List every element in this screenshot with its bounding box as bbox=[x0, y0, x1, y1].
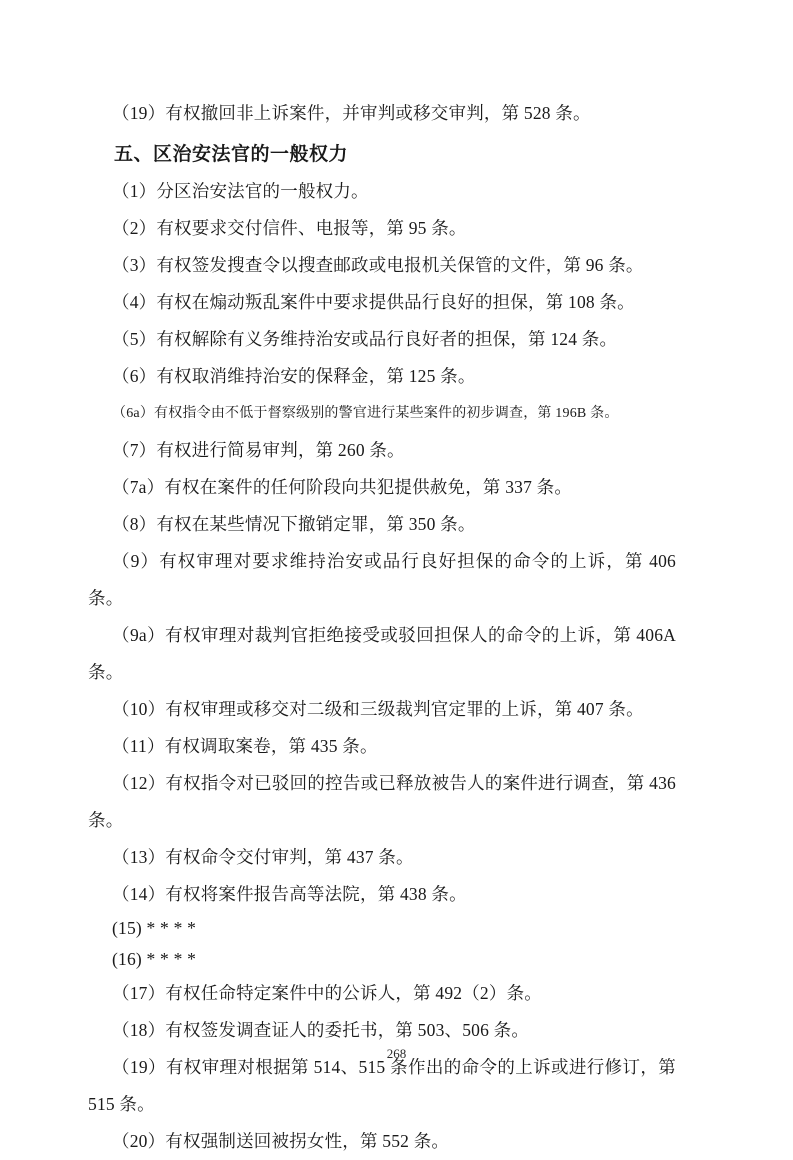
list-item-16: (16) * * * * bbox=[112, 949, 197, 969]
list-item-19: （19）有权审理对根据第 514、515 条作出的命令的上诉或进行修订，第 515 条。 bbox=[88, 1057, 676, 1114]
list-item-7a: （7a）有权在案件的任何阶段向共犯提供赦免，第 337 条。 bbox=[112, 477, 573, 497]
list-item-2: （2）有权要求交付信件、电报等，第 95 条。 bbox=[112, 218, 467, 238]
list-item-1: （1）分区治安法官的一般权力。 bbox=[112, 181, 369, 201]
list-item-6: （6）有权取消维持治安的保释金，第 125 条。 bbox=[112, 366, 476, 386]
section-heading: 五、区治安法官的一般权力 bbox=[114, 144, 349, 165]
document-body bbox=[88, 95, 676, 1160]
list-item-17: （17）有权任命特定案件中的公诉人，第 492（2）条。 bbox=[112, 983, 542, 1003]
list-item-9: （9）有权审理对要求维持治安或品行良好担保的命令的上诉，第 406 条。 bbox=[88, 551, 676, 608]
list-item-9a: （9a）有权审理对裁判官拒绝接受或驳回担保人的命令的上诉，第 406A 条。 bbox=[88, 625, 676, 682]
page-number: 268 bbox=[386, 1046, 407, 1061]
list-item-14: （14）有权将案件报告高等法院，第 438 条。 bbox=[112, 884, 467, 904]
list-item-8: （8）有权在某些情况下撤销定罪，第 350 条。 bbox=[112, 514, 476, 534]
list-item-7: （7）有权进行简易审判，第 260 条。 bbox=[112, 440, 405, 460]
list-item-6a: （6a）有权指令由不低于督察级别的警官进行某些案件的初步调查，第 196B 条。 bbox=[112, 406, 619, 421]
carryover-item-19: （19）有权撤回非上诉案件，并审判或移交审判，第 528 条。 bbox=[112, 103, 591, 123]
list-item-15: (15) * * * * bbox=[112, 918, 197, 938]
list-item-20: （20）有权强制送回被拐女性，第 552 条。 bbox=[112, 1131, 450, 1151]
list-item-3: （3）有权签发搜查令以搜查邮政或电报机关保管的文件，第 96 条。 bbox=[112, 255, 644, 275]
list-item-12: （12）有权指令对已驳回的控告或已释放被告人的案件进行调查，第 436 条。 bbox=[88, 773, 676, 830]
list-item-18: （18）有权签发调查证人的委托书，第 503、506 条。 bbox=[112, 1020, 530, 1040]
list-item-11: （11）有权调取案卷，第 435 条。 bbox=[112, 736, 378, 756]
list-item-10: （10）有权审理或移交对二级和三级裁判官定罪的上诉，第 407 条。 bbox=[112, 699, 644, 719]
list-item-5: （5）有权解除有义务维持治安或品行良好者的担保，第 124 条。 bbox=[112, 329, 618, 349]
list-item-13: （13）有权命令交付审判，第 437 条。 bbox=[112, 847, 414, 867]
list-item-4: （4）有权在煽动叛乱案件中要求提供品行良好的担保，第 108 条。 bbox=[112, 292, 635, 312]
